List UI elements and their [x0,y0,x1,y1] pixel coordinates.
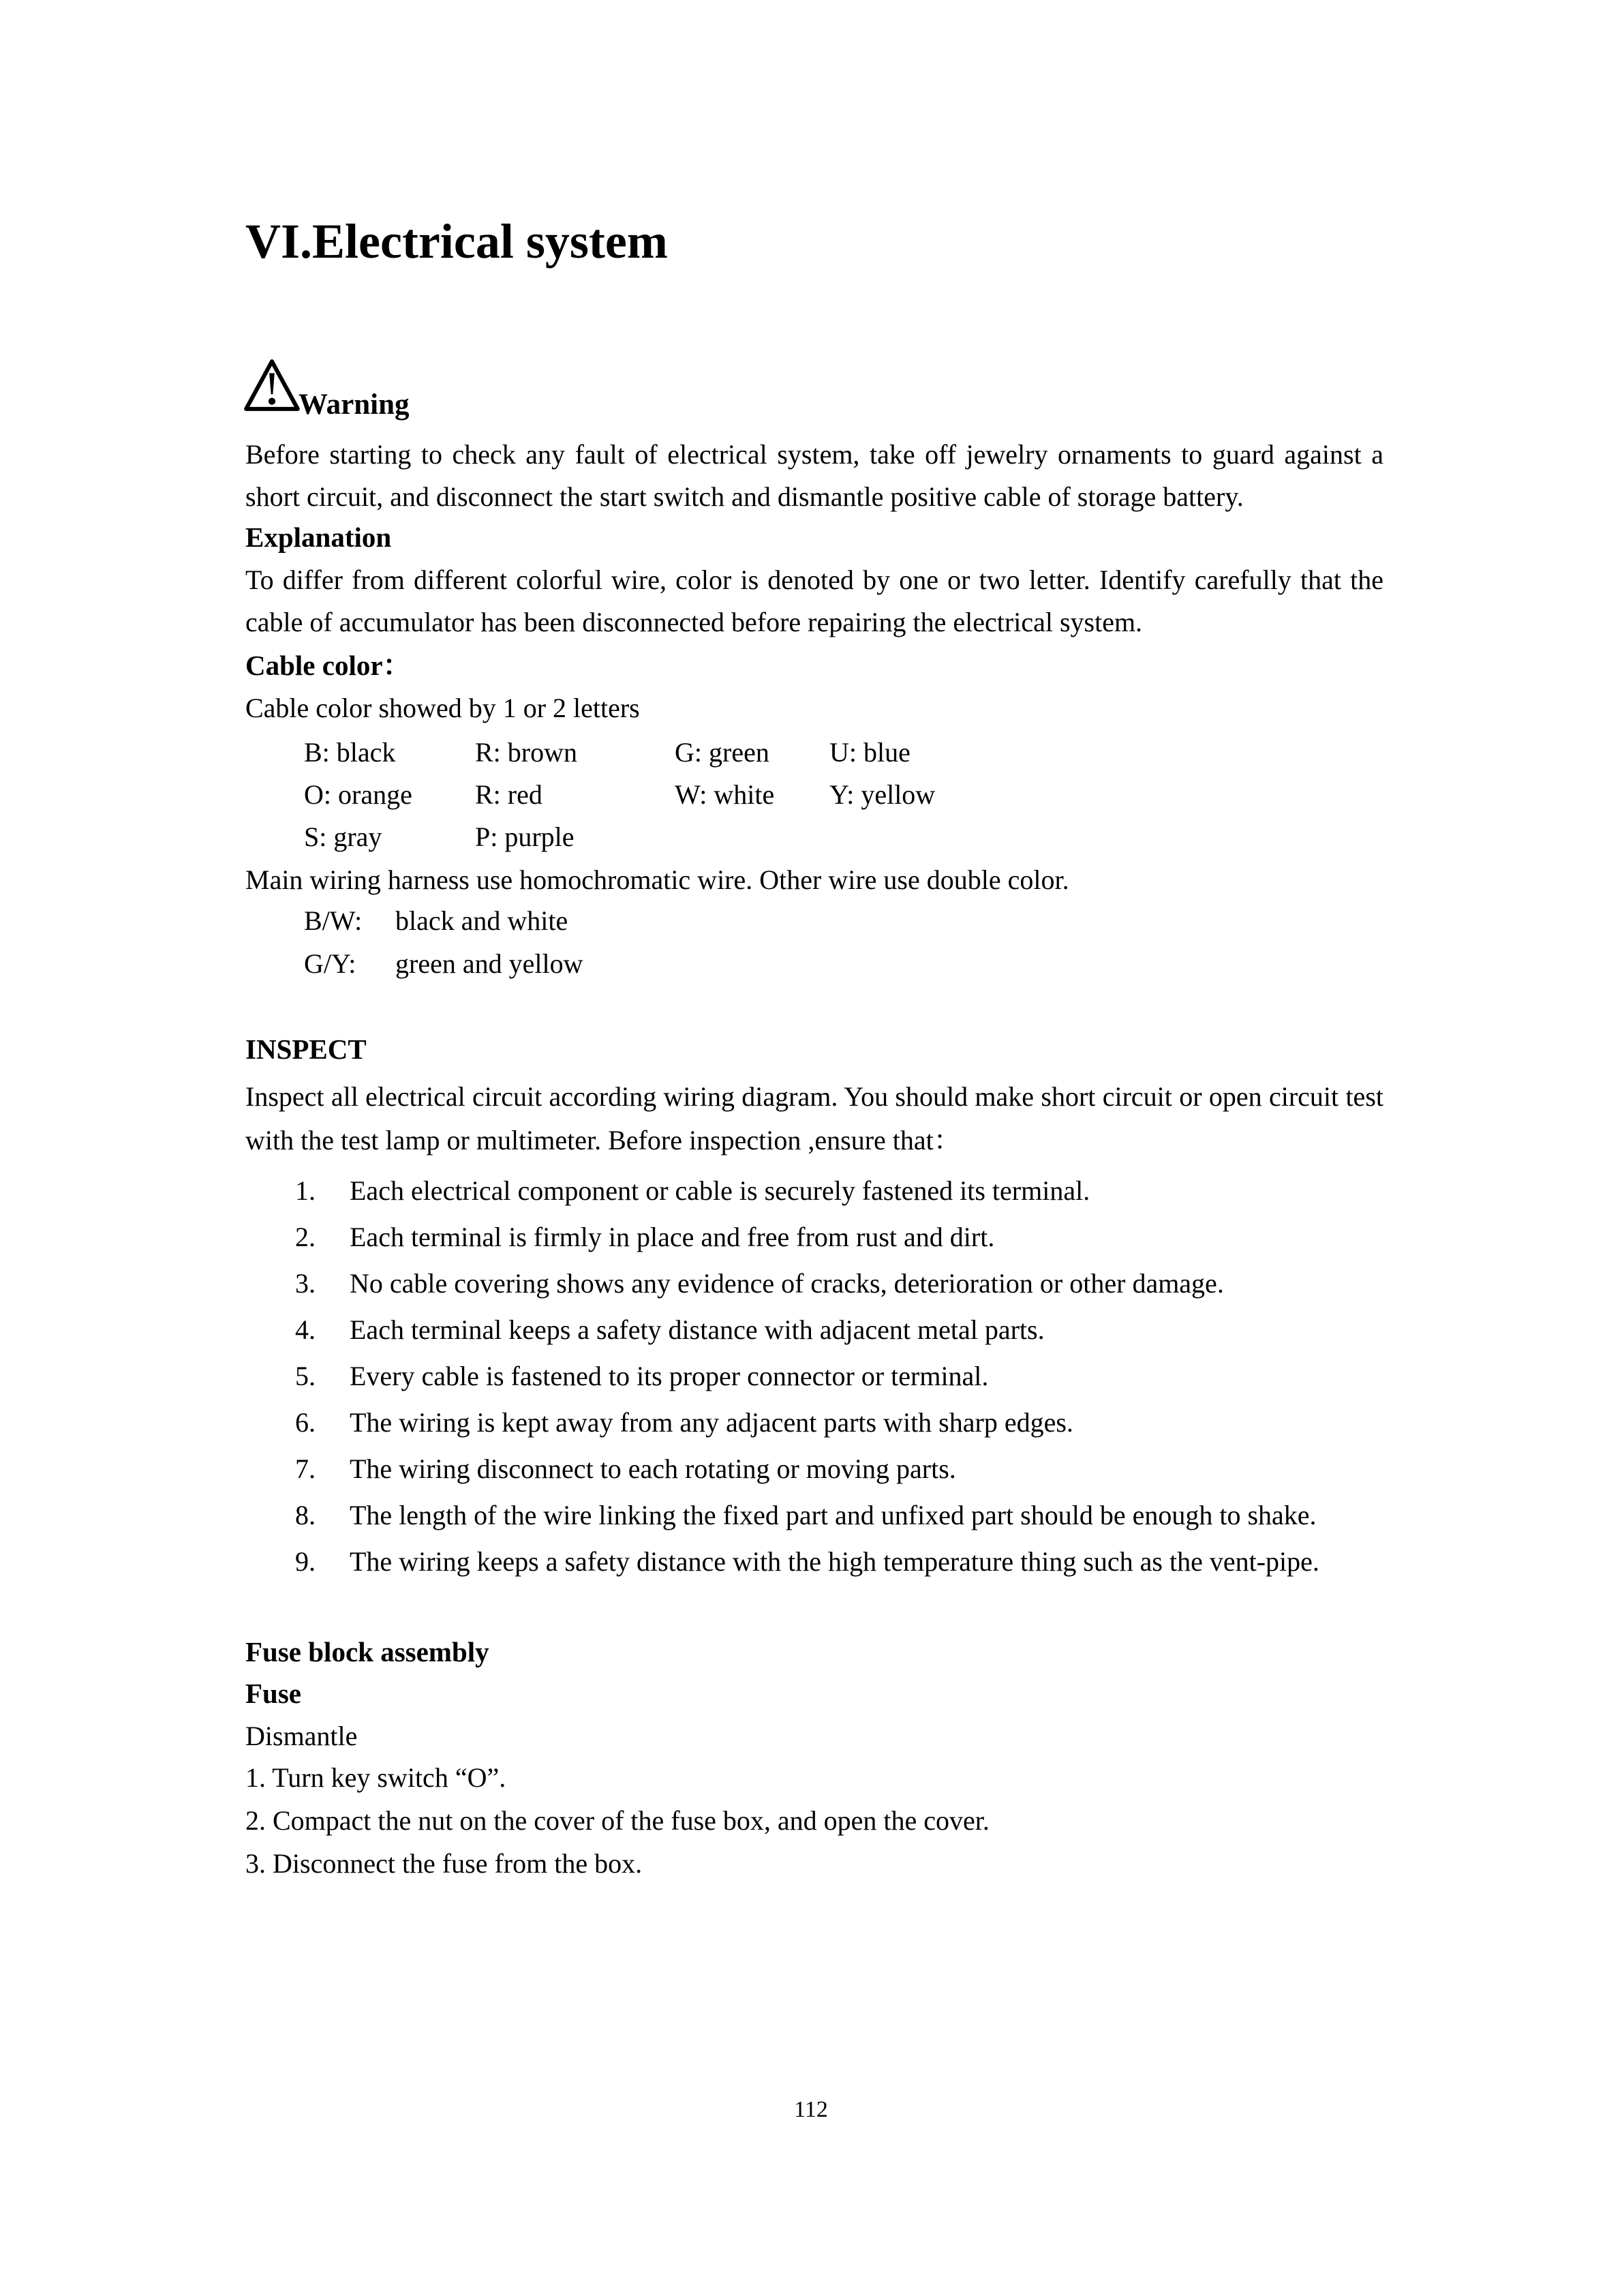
inspect-item-number: 1. [295,1175,316,1206]
inspect-item-text: The wiring is kept away from any adjacent parts with sharp edges. [350,1407,1073,1438]
page-title: VI.Electrical system [245,214,668,269]
double-color-code: G/Y: [304,948,356,979]
cable-color-cell: W: white [675,779,775,810]
inspect-item-text: Each terminal keeps a safety distance with adjacent metal parts. [350,1314,1045,1345]
inspect-item-number: 7. [295,1453,316,1484]
cable-color-row [304,816,1116,858]
fuse-heading: Fuse [245,1678,301,1709]
inspect-item-number: 4. [295,1314,316,1345]
cable-color-heading: Cable color： [245,650,411,681]
explanation-paragraph: To differ from different colorful wire, color is denoted by one or two letter. Identify carefully that the cable of accumulator has been disconnected before repairing the electrical system. [245,564,1383,637]
inspect-item [295,1541,1383,1583]
page-number: 112 [794,2097,828,2122]
double-color-row-gy [304,943,583,985]
inspect-item-number: 9. [295,1546,316,1577]
inspect-item [295,1355,1383,1398]
fuse-block-assembly-heading: Fuse block assembly [245,1636,489,1667]
warning-label: Warning [299,389,410,421]
cable-color-row [304,774,1116,816]
cable-color-cell: G: green [675,737,769,768]
inspect-intro: Inspect all electrical circuit according wiring diagram. You should make short circuit or open circuit test with the test lamp or multimeter. Before inspection ,ensure that： [245,1081,1383,1155]
fuse-steps [245,1756,1383,1885]
inspect-item-text: Every cable is fastened to its proper connector or terminal. [350,1361,989,1391]
inspect-item-text: No cable covering shows any evidence of cracks, deterioration or other damage. [350,1268,1224,1299]
double-color-row-bw [304,900,568,942]
cable-color-cell: R: brown [475,737,577,768]
inspect-item [295,1402,1383,1444]
inspect-item-number: 3. [295,1268,316,1299]
inspect-item-text: Each terminal is firmly in place and free from rust and dirt. [350,1222,995,1252]
warning-header [243,357,410,421]
cable-color-note: Main wiring harness use homochromatic wire. Other wire use double color. [245,864,1069,895]
inspect-item-number: 2. [295,1222,316,1252]
inspect-item [295,1216,1383,1258]
inspect-item-number: 8. [295,1500,316,1530]
inspect-item-text: The wiring disconnect to each rotating or moving parts. [350,1453,956,1484]
double-color-desc: black and white [395,905,568,936]
inspect-item-text: Each electrical component or cable is securely fastened its terminal. [350,1175,1090,1206]
cable-color-cell: O: orange [304,779,412,810]
fuse-step: 1. Turn key switch “O”. [245,1762,506,1793]
inspect-item [295,1263,1383,1305]
cable-color-grid [304,731,1116,858]
cable-color-cell: S: gray [304,821,382,852]
warning-paragraph: Before starting to check any fault of electrical system, take off jewelry ornaments to guard against a short circuit, and disconnect the start switch and dismantle positive cable of storage battery. [245,439,1383,512]
fuse-step: 3. Disconnect the fuse from the box. [245,1848,643,1879]
inspect-item [295,1170,1383,1212]
inspect-item-text: The wiring keeps a safety distance with the high temperature thing such as the vent-pipe. [350,1546,1319,1577]
cable-color-row [304,731,1116,774]
double-color-desc: green and yellow [395,948,583,979]
inspect-heading: INSPECT [245,1033,367,1065]
cable-color-cell [675,816,829,858]
inspect-item-number: 5. [295,1361,316,1391]
explanation-heading: Explanation [245,522,392,553]
inspect-item [295,1309,1383,1351]
dismantle-label: Dismantle [245,1721,358,1751]
warning-triangle-icon [243,357,301,413]
inspect-item-text: The length of the wire linking the fixed part and unfixed part should be enough to shake. [350,1500,1317,1530]
cable-color-cell: Y: yellow [829,779,936,810]
inspect-item-number: 6. [295,1407,316,1438]
cable-color-intro: Cable color showed by 1 or 2 letters [245,693,640,723]
cable-color-cell: U: blue [829,737,911,768]
cable-color-cell: B: black [304,737,396,768]
double-color-code: B/W: [304,905,363,936]
fuse-step: 2. Compact the nut on the cover of the fuse box, and open the cover. [245,1805,990,1836]
cable-color-cell: R: red [475,779,542,810]
inspect-item [295,1448,1383,1490]
cable-color-cell [829,816,1116,858]
inspect-list [295,1170,1383,1587]
inspect-item [295,1494,1383,1537]
cable-color-cell: P: purple [475,821,575,852]
